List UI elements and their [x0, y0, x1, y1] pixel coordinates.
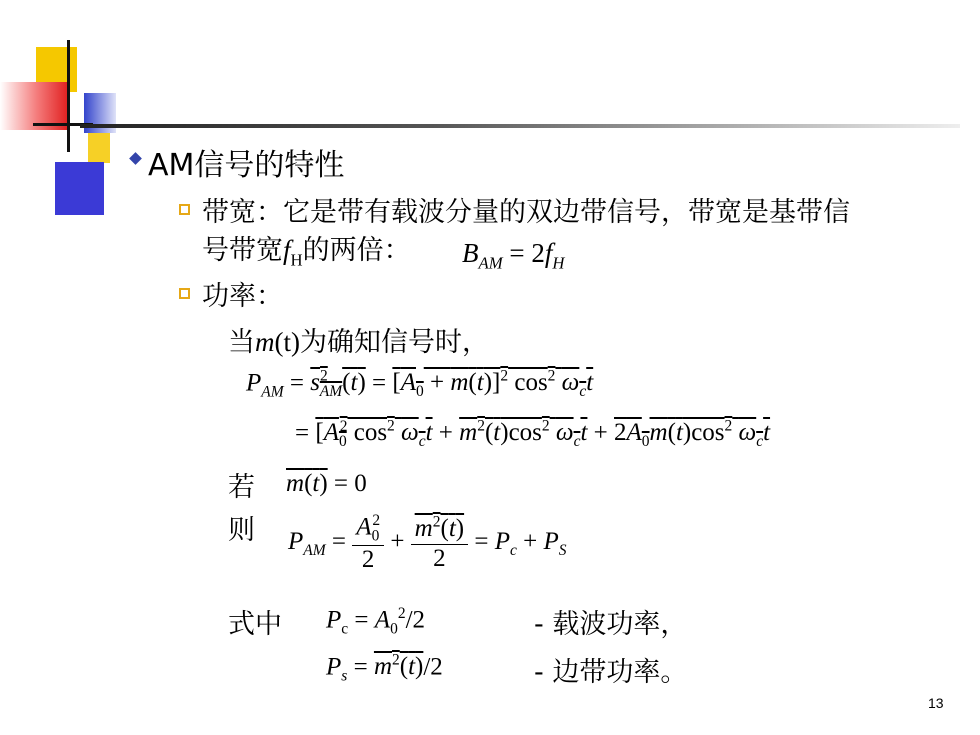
condition-line: 当m(t)为确知信号时，: [228, 327, 489, 358]
total-power-equation: $P_{AM}$ = $\frac{A_0^2}{2}$ + $\frac{m^2(t)}{2}$ = $P_c + P_S$: [288, 512, 567, 574]
where-label: 式中: [228, 609, 282, 640]
decor-header-rule: [80, 124, 960, 128]
bullet-diamond-icon: [129, 152, 142, 165]
bandwidth-line2-pre: 号带宽: [202, 235, 283, 266]
decor-vertical-line: [67, 40, 70, 152]
sub-bullet-square-icon: [179, 204, 190, 215]
bandwidth-line1: 带宽：它是带有载波分量的双边带信号，带宽是基带信: [202, 197, 850, 228]
power-label: 功率：: [202, 281, 283, 312]
bullet-heading: AM信号的特性: [148, 148, 345, 183]
carrier-power-desc: - 载波功率，: [534, 609, 688, 640]
bandwidth-line2: [202, 228, 411, 270]
mean-zero-equation: m(t) = 0: [286, 470, 367, 497]
sideband-power-desc: - 边带功率。: [534, 657, 688, 688]
bandwidth-formula: $B_{AM} = 2f_H$: [462, 238, 565, 273]
then-label: 则: [228, 515, 255, 546]
decor-blue-square: [55, 162, 104, 215]
sideband-power-equation: $P_s = m^2(t)/2$: [326, 652, 443, 685]
bandwidth-line2-post: 的两倍：: [302, 235, 411, 266]
power-equation-2: = [$A_0^2$ $\cos^2 \omega_ct + m^2(t)\cos^2$ $\omega_ct + 2A_0m(t)\cos^2$ $\omega_ct$: [295, 418, 771, 451]
power-equation-1: $P_{AM} = s^2_{AM}(t) = [A_0 + m(t)]^2$ $\cos^2 \omega_ct$: [246, 368, 594, 401]
page-number: 13: [928, 695, 944, 711]
fH-symbol: $f_H$: [283, 235, 303, 270]
if-label: 若: [228, 472, 255, 503]
sub-bullet-square-icon-2: [179, 288, 190, 299]
carrier-power-equation: $P_c = A_0^2/2$: [326, 605, 426, 638]
decor-yellow-small: [88, 133, 110, 163]
